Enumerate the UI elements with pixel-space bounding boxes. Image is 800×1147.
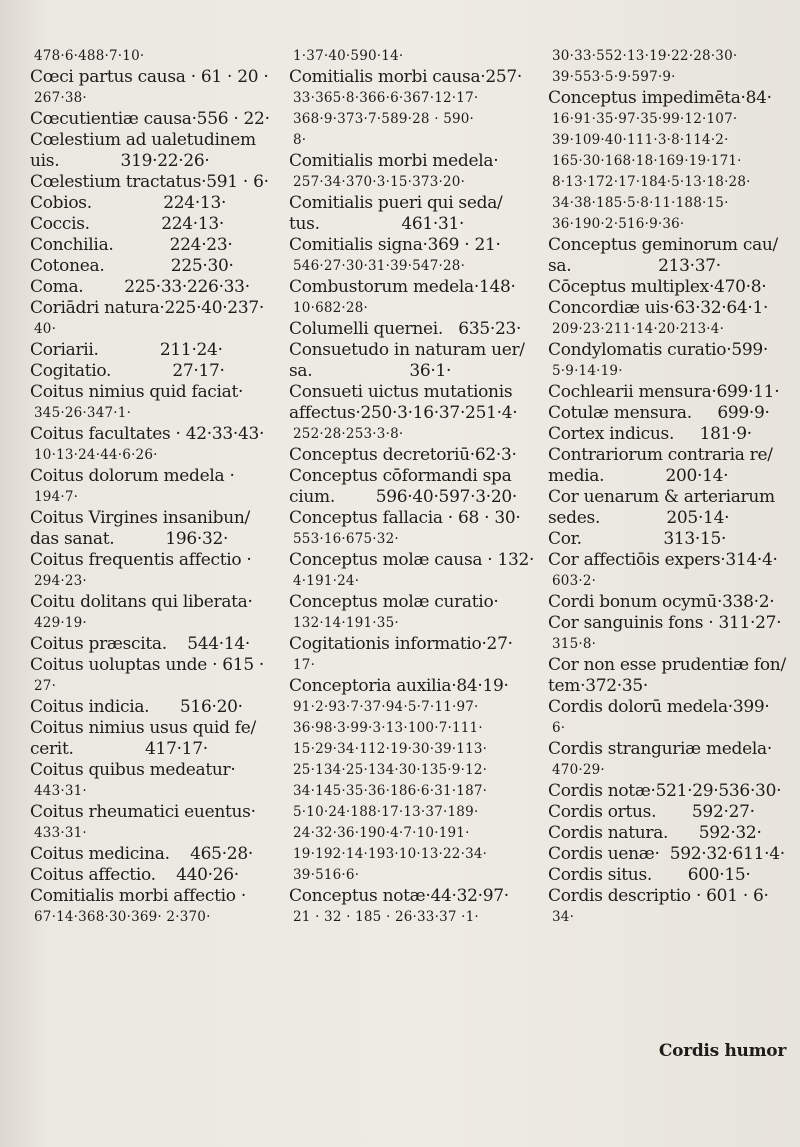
index-entry-line: 443·31· — [34, 783, 87, 799]
index-entry-line: 33·365·8·366·6·367·12·17· — [293, 90, 479, 106]
index-entry-line: 30·33·552·13·19·22·28·30· — [552, 48, 738, 64]
index-entry-line: Cochlearii mensura·699·11· — [548, 382, 780, 402]
index-entry-line: sa. 213·37· — [548, 256, 721, 276]
index-entry-line: 1·37·40·590·14· — [293, 48, 404, 64]
index-entry-line: 194·7· — [34, 489, 79, 505]
index-entry-line: das sanat. 196·32· — [30, 529, 229, 549]
index-entry-line: 19·192·14·193·10·13·22·34· — [293, 846, 488, 862]
index-entry-line: Coitus præscita. 544·14· — [30, 634, 251, 654]
index-entry-line: 165·30·168·18·169·19·171· — [552, 153, 742, 169]
index-entry-line: media. 200·14· — [548, 466, 729, 486]
index-entry-line: Coccis. 224·13· — [30, 214, 224, 234]
index-entry-line: 4·191·24· — [293, 573, 360, 589]
index-entry-line: Cordi bonum ocymū·338·2· — [548, 592, 775, 612]
index-entry-line: 34·145·35·36·186·6·31·187· — [293, 783, 488, 799]
index-entry-line: Cogitatio. 27·17· — [30, 361, 225, 381]
index-entry-line: Comitialis pueri qui seda/ — [289, 193, 503, 213]
index-entry-line: Conceptus geminorum cau/ — [548, 235, 778, 255]
index-entry-line: cerit. 417·17· — [30, 739, 208, 759]
index-entry-line: Contrariorum contraria re/ — [548, 445, 773, 465]
index-entry-line: affectus·250·3·16·37·251·4· — [289, 403, 518, 423]
index-entry-line: 15·29·34·112·19·30·39·113· — [293, 741, 488, 757]
index-entry-line: 257·34·370·3·15·373·20· — [293, 174, 466, 190]
index-entry-line: 8· — [293, 132, 307, 148]
index-entry-line: Coitus frequentis affectio · — [30, 550, 252, 570]
index-entry-line: 36·98·3·99·3·13·100·7·111· — [293, 720, 483, 736]
index-entry-line: 34· — [552, 909, 575, 925]
index-entry-line: 16·91·35·97·35·99·12·107· — [552, 111, 738, 127]
index-entry-line: 603·2· — [552, 573, 597, 589]
index-entry-line: uis. 319·22·26· — [30, 151, 210, 171]
index-entry-line: tem·372·35· — [548, 676, 649, 696]
index-entry-line: 21 · 32 · 185 · 26·33·37 ·1· — [293, 909, 479, 925]
index-entry-line: Cœlestium ad ualetudinem — [30, 130, 256, 150]
index-entry-line: Coitus facultates · 42·33·43· — [30, 424, 265, 444]
index-entry-line: 132·14·191·35· — [293, 615, 399, 631]
index-entry-line: Cordis uenæ· 592·32·611·4· — [548, 844, 785, 864]
index-entry-line: Cortex indicus. 181·9· — [548, 424, 752, 444]
index-entry-line: 10·682·28· — [293, 300, 368, 316]
index-entry-line: Coitus uoluptas unde · 615 · — [30, 655, 265, 675]
index-entry-line: Cobios. 224·13· — [30, 193, 227, 213]
index-entry-line: Cordis notæ·521·29·536·30· — [548, 781, 782, 801]
index-entry-line: cium. 596·40·597·3·20· — [289, 487, 517, 507]
index-entry-line: Coitus nimius usus quid fe/ — [30, 718, 256, 738]
index-entry-line: 209·23·211·14·20·213·4· — [552, 321, 725, 337]
catchword: Cordis humor — [658, 1041, 786, 1061]
index-entry-line: 39·553·5·9·597·9· — [552, 69, 676, 85]
index-entry-line: Coitus dolorum medela · — [30, 466, 235, 486]
index-entry-line: Conceptus molæ causa · 132· — [289, 550, 535, 570]
index-entry-line: Cotulæ mensura. 699·9· — [548, 403, 770, 423]
index-entry-line: Coitus indicia. 516·20· — [30, 697, 243, 717]
index-entry-line: Cœcutientiæ causa·556 · 22· — [30, 109, 270, 129]
index-entry-line: Condylomatis curatio·599· — [548, 340, 768, 360]
index-entry-line: Coitus nimius quid faciat· — [30, 382, 244, 402]
index-entry-line: 252·28·253·3·8· — [293, 426, 404, 442]
index-entry-line: 6· — [552, 720, 566, 736]
index-entry-line: 91·2·93·7·37·94·5·7·11·97· — [293, 699, 479, 715]
index-column-3 — [548, 46, 788, 928]
index-entry-line: Conchilia. 224·23· — [30, 235, 233, 255]
index-entry-line: Coitus quibus medeatur· — [30, 760, 236, 780]
index-entry-line: Cor non esse prudentiæ fon/ — [548, 655, 786, 675]
index-entry-line: 27· — [34, 678, 57, 694]
index-column-1 — [30, 46, 280, 928]
index-entry-line: Cor sanguinis fons · 311·27· — [548, 613, 782, 633]
index-entry-line: 36·190·2·516·9·36· — [552, 216, 685, 232]
index-entry-line: 429·19· — [34, 615, 87, 631]
index-entry-line: Concordiæ uis·63·32·64·1· — [548, 298, 769, 318]
index-entry-line: Cordis descriptio · 601 · 6· — [548, 886, 769, 906]
index-entry-line: 433·31· — [34, 825, 87, 841]
index-entry-line: Cordis natura. 592·32· — [548, 823, 762, 843]
index-entry-line: 24·32·36·190·4·7·10·191· — [293, 825, 470, 841]
index-entry-line: Cor uenarum & arteriarum — [548, 487, 775, 507]
index-entry-line: 5·9·14·19· — [552, 363, 623, 379]
index-entry-line: 5·10·24·188·17·13·37·189· — [293, 804, 479, 820]
index-entry-line: 345·26·347·1· — [34, 405, 132, 421]
index-entry-line: 267·38· — [34, 90, 87, 106]
index-entry-line: Combustorum medela·148· — [289, 277, 516, 297]
index-entry-line: Consuetudo in naturam uer/ — [289, 340, 525, 360]
index-entry-line: Cœci partus causa · 61 · 20 · — [30, 67, 269, 87]
index-entry-line: tus. 461·31· — [289, 214, 465, 234]
index-entry-line: Cor affectiōis expers·314·4· — [548, 550, 778, 570]
index-entry-line: Comitialis morbi causa·257· — [289, 67, 523, 87]
index-entry-line: Coitus affectio. 440·26· — [30, 865, 239, 885]
index-entry-line: 17· — [293, 657, 316, 673]
index-entry-line: Conceptus molæ curatio· — [289, 592, 499, 612]
index-entry-line: Cordis ortus. 592·27· — [548, 802, 755, 822]
index-entry-line: 546·27·30·31·39·547·28· — [293, 258, 466, 274]
index-entry-line: Coitu dolitans qui liberata· — [30, 592, 253, 612]
index-entry-line: sedes. 205·14· — [548, 508, 730, 528]
index-entry-line: Columelli quernei. 635·23· — [289, 319, 522, 339]
index-entry-line: Coriādri natura·225·40·237· — [30, 298, 264, 318]
index-entry-line: 67·14·368·30·369· 2·370· — [34, 909, 211, 925]
index-entry-line: Coitus Virgines insanibun/ — [30, 508, 250, 528]
index-entry-line: Cōceptus multiplex·470·8· — [548, 277, 767, 297]
index-entry-line: Comitialis morbi medela· — [289, 151, 499, 171]
index-entry-line: Comitialis morbi affectio · — [30, 886, 246, 906]
index-entry-line: Cordis situs. 600·15· — [548, 865, 751, 885]
index-entry-line: 478·6·488·7·10· — [34, 48, 145, 64]
index-entry-line: 25·134·25·134·30·135·9·12· — [293, 762, 488, 778]
index-entry-line: 39·516·6· — [293, 867, 360, 883]
index-entry-line: Comitialis signa·369 · 21· — [289, 235, 501, 255]
index-entry-line: 40· — [34, 321, 57, 337]
index-entry-line: 315·8· — [552, 636, 597, 652]
index-entry-line: 10·13·24·44·6·26· — [34, 447, 158, 463]
index-column-2 — [289, 46, 539, 928]
index-entry-line: 470·29· — [552, 762, 605, 778]
index-entry-line: Cor. 313·15· — [548, 529, 727, 549]
index-entry-line: Conceptus notæ·44·32·97· — [289, 886, 509, 906]
index-entry-line: Conceptus decretoriū·62·3· — [289, 445, 517, 465]
index-entry-line: Consueti uictus mutationis — [289, 382, 513, 402]
index-entry-line: Cœlestium tractatus·591 · 6· — [30, 172, 269, 192]
index-entry-line: sa. 36·1· — [289, 361, 452, 381]
index-entry-line: Conceptus cōformandi spa — [289, 466, 512, 486]
index-entry-line: Coma. 225·33·226·33· — [30, 277, 250, 297]
index-entry-line: 34·38·185·5·8·11·188·15· — [552, 195, 729, 211]
index-entry-line: Conceptus impedimēta·84· — [548, 88, 772, 108]
index-entry-line: 8·13·172·17·184·5·13·18·28· — [552, 174, 751, 190]
index-entry-line: Cotonea. 225·30· — [30, 256, 234, 276]
index-entry-line: 368·9·373·7·589·28 · 590· — [293, 111, 475, 127]
index-entry-line: Cordis dolorū medela·399· — [548, 697, 770, 717]
index-entry-line: Coitus rheumatici euentus· — [30, 802, 256, 822]
index-entry-line: Cogitationis informatio·27· — [289, 634, 513, 654]
index-entry-line: 294·23· — [34, 573, 87, 589]
index-entry-line: Coriarii. 211·24· — [30, 340, 223, 360]
index-entry-line: 39·109·40·111·3·8·114·2· — [552, 132, 729, 148]
index-entry-line: Conceptoria auxilia·84·19· — [289, 676, 509, 696]
index-entry-line: Coitus medicina. 465·28· — [30, 844, 253, 864]
index-entry-line: Conceptus fallacia · 68 · 30· — [289, 508, 521, 528]
index-entry-line: 553·16·675·32· — [293, 531, 399, 547]
index-entry-line: Cordis stranguriæ medela· — [548, 739, 772, 759]
